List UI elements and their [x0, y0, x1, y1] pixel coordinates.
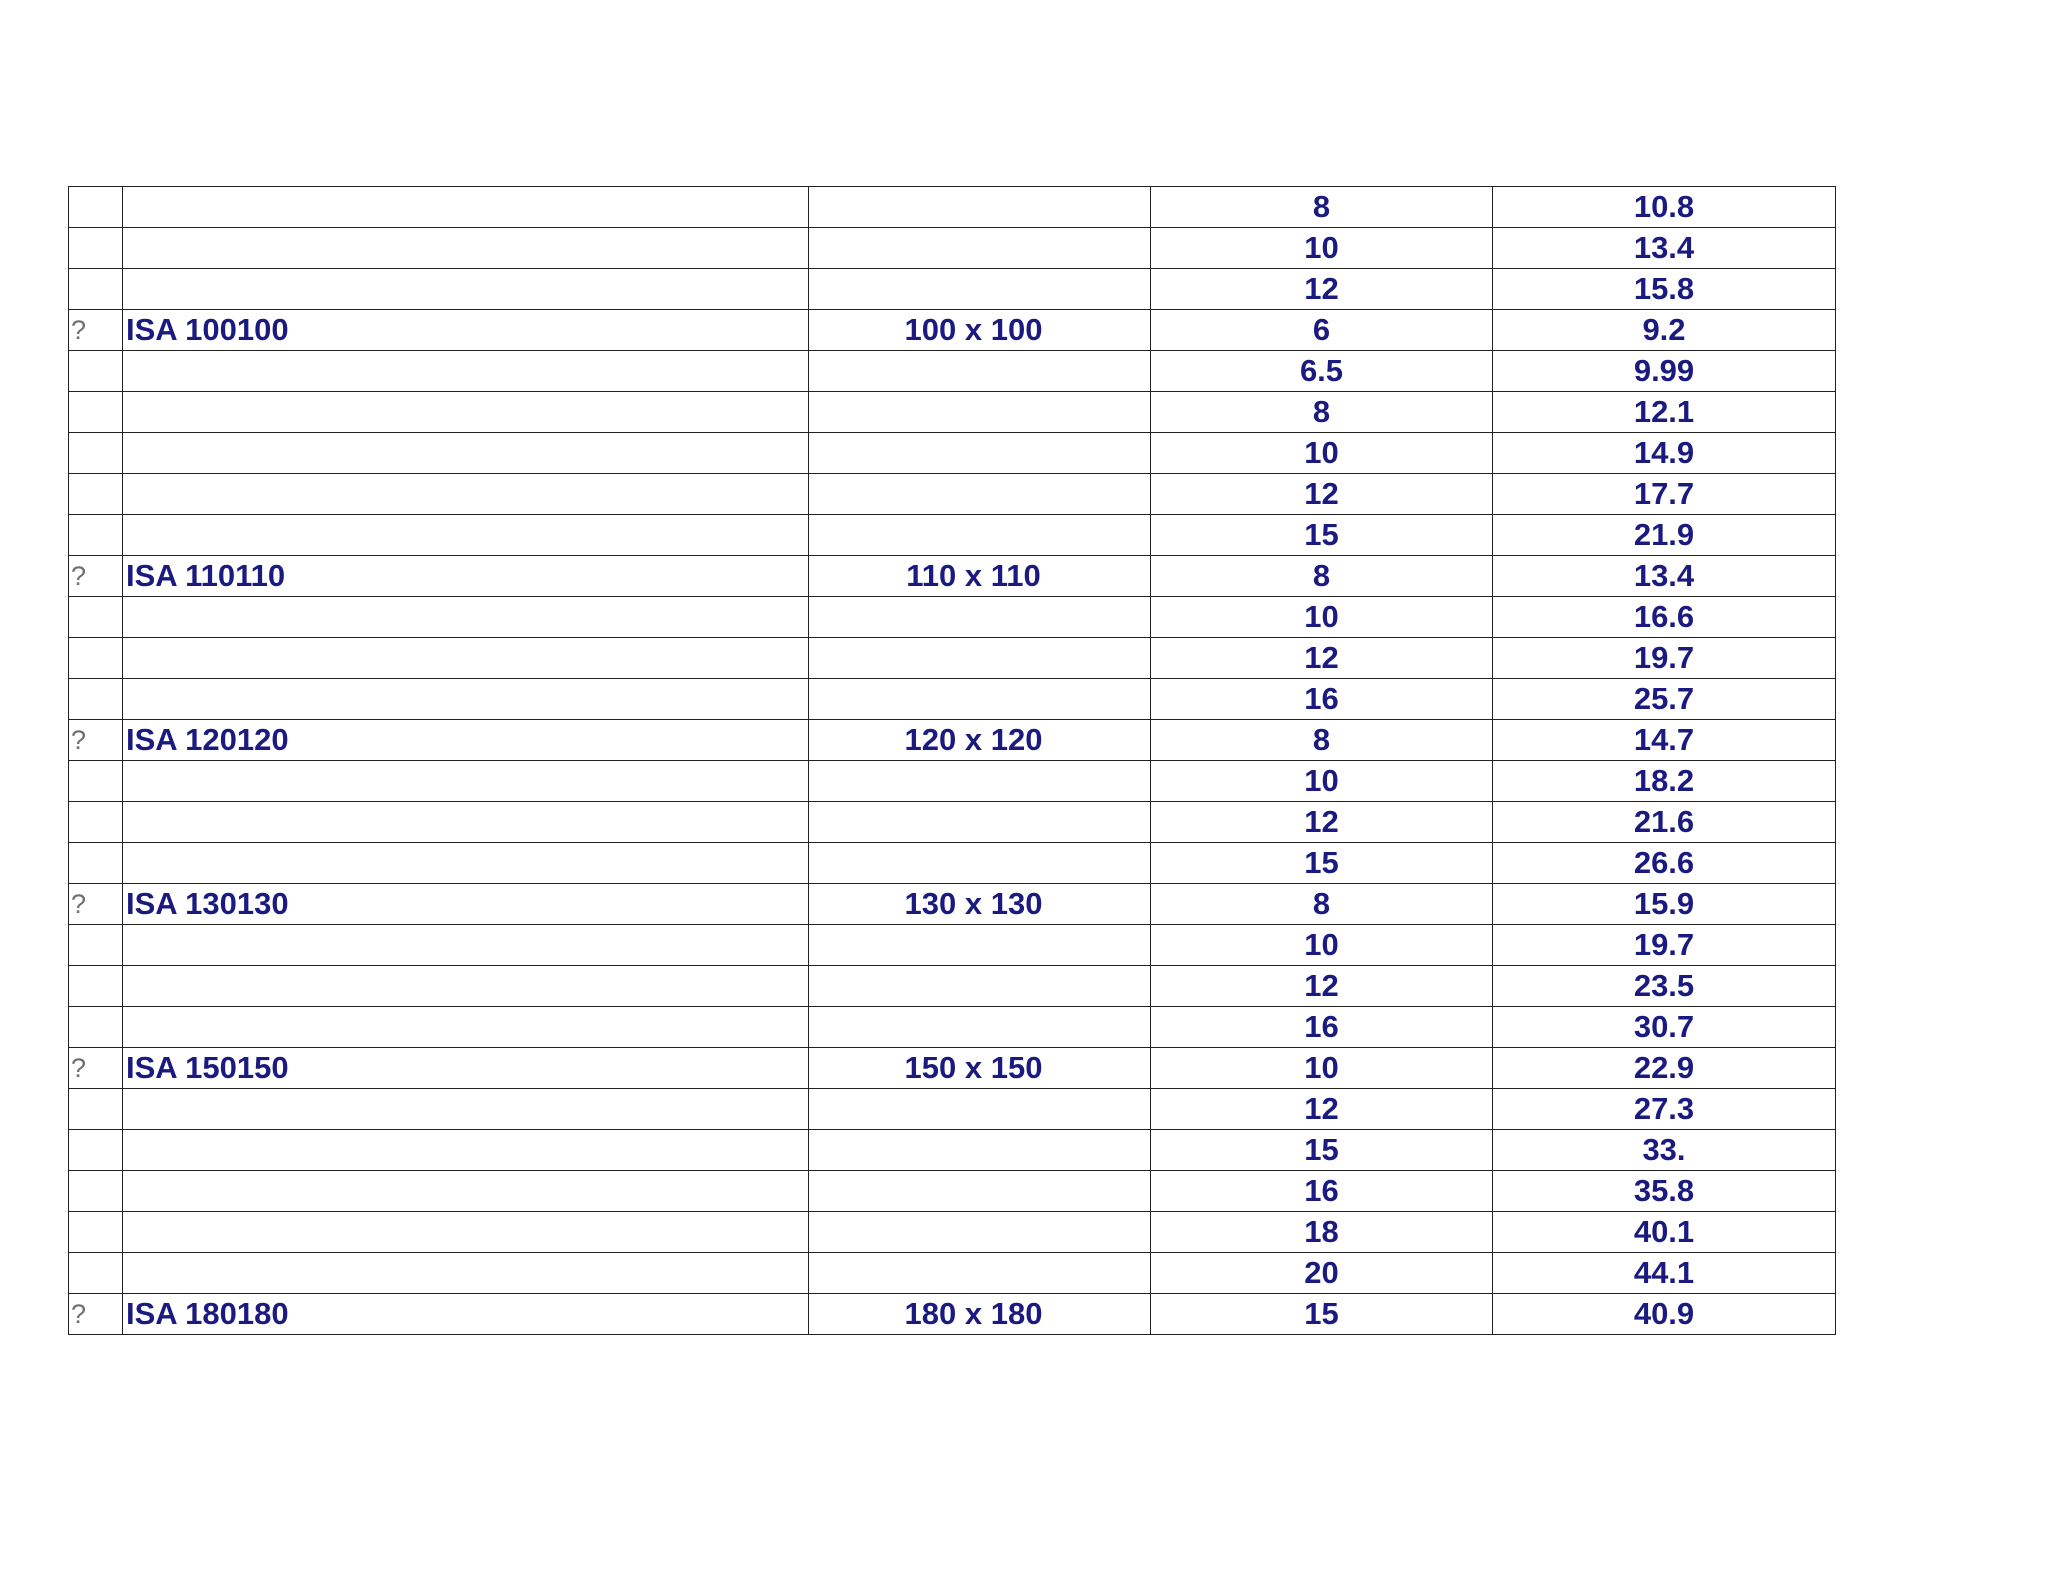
section-size-cell — [809, 1089, 1151, 1130]
unknown-glyph-marker — [69, 1130, 123, 1171]
weight-cell: 15.9 — [1493, 884, 1836, 925]
table-row — [69, 351, 1836, 392]
weight-cell: 9.99 — [1493, 351, 1836, 392]
section-size-cell — [809, 474, 1151, 515]
thickness-cell: 6 — [1151, 310, 1493, 351]
weight-cell: 19.7 — [1493, 925, 1836, 966]
unknown-glyph-marker — [69, 1089, 123, 1130]
section-designation-cell — [123, 1171, 809, 1212]
section-designation-cell — [123, 187, 809, 228]
weight-cell: 27.3 — [1493, 1089, 1836, 1130]
thickness-cell: 10 — [1151, 433, 1493, 474]
weight-cell: 21.6 — [1493, 802, 1836, 843]
thickness-cell: 15 — [1151, 515, 1493, 556]
section-designation-cell — [123, 925, 809, 966]
thickness-cell: 6.5 — [1151, 351, 1493, 392]
thickness-cell: 10 — [1151, 925, 1493, 966]
section-size-cell — [809, 269, 1151, 310]
unknown-glyph-marker — [69, 843, 123, 884]
weight-cell: 19.7 — [1493, 638, 1836, 679]
thickness-cell: 12 — [1151, 1089, 1493, 1130]
table-row — [69, 556, 1836, 597]
table-row — [69, 884, 1836, 925]
weight-cell: 22.9 — [1493, 1048, 1836, 1089]
section-designation-cell: ISA 130130 — [123, 884, 809, 925]
table-row — [69, 187, 1836, 228]
weight-cell: 26.6 — [1493, 843, 1836, 884]
thickness-cell: 10 — [1151, 228, 1493, 269]
thickness-cell: 12 — [1151, 474, 1493, 515]
table-row — [69, 1212, 1836, 1253]
section-size-cell — [809, 925, 1151, 966]
weight-cell: 17.7 — [1493, 474, 1836, 515]
unknown-glyph-marker — [69, 597, 123, 638]
table-row — [69, 392, 1836, 433]
unknown-glyph-marker — [69, 761, 123, 802]
section-designation-cell: ISA 110110 — [123, 556, 809, 597]
thickness-cell: 12 — [1151, 802, 1493, 843]
unknown-glyph-marker — [69, 802, 123, 843]
thickness-cell: 18 — [1151, 1212, 1493, 1253]
thickness-cell: 15 — [1151, 843, 1493, 884]
section-designation-cell: ISA 100100 — [123, 310, 809, 351]
section-size-cell — [809, 597, 1151, 638]
thickness-cell: 8 — [1151, 187, 1493, 228]
unknown-glyph-marker — [69, 1253, 123, 1294]
section-size-cell: 110 x 110 — [809, 556, 1151, 597]
thickness-cell: 10 — [1151, 597, 1493, 638]
table-row — [69, 1171, 1836, 1212]
table-row — [69, 679, 1836, 720]
section-size-cell — [809, 1171, 1151, 1212]
unknown-glyph-marker — [69, 228, 123, 269]
weight-cell: 9.2 — [1493, 310, 1836, 351]
table-row — [69, 1253, 1836, 1294]
table-row — [69, 1294, 1836, 1335]
table-row — [69, 720, 1836, 761]
section-size-cell — [809, 392, 1151, 433]
section-designation-cell — [123, 1253, 809, 1294]
angle-section-table — [68, 186, 1836, 1335]
table-row — [69, 597, 1836, 638]
section-designation-cell — [123, 966, 809, 1007]
weight-cell: 25.7 — [1493, 679, 1836, 720]
section-size-cell — [809, 1007, 1151, 1048]
section-size-cell — [809, 228, 1151, 269]
weight-cell: 10.8 — [1493, 187, 1836, 228]
section-size-cell — [809, 515, 1151, 556]
section-designation-cell — [123, 1212, 809, 1253]
weight-cell: 13.4 — [1493, 228, 1836, 269]
thickness-cell: 8 — [1151, 720, 1493, 761]
unknown-glyph-marker — [69, 638, 123, 679]
table-row — [69, 310, 1836, 351]
weight-cell: 18.2 — [1493, 761, 1836, 802]
unknown-glyph-marker — [69, 351, 123, 392]
section-designation-cell — [123, 228, 809, 269]
weight-cell: 30.7 — [1493, 1007, 1836, 1048]
table-row — [69, 433, 1836, 474]
thickness-cell: 10 — [1151, 761, 1493, 802]
section-designation-cell — [123, 1007, 809, 1048]
table-row — [69, 1130, 1836, 1171]
unknown-glyph-marker — [69, 679, 123, 720]
weight-cell: 40.9 — [1493, 1294, 1836, 1335]
section-designation-cell — [123, 392, 809, 433]
section-designation-cell — [123, 474, 809, 515]
weight-cell: 44.1 — [1493, 1253, 1836, 1294]
section-size-cell — [809, 966, 1151, 1007]
thickness-cell: 15 — [1151, 1294, 1493, 1335]
unknown-glyph-marker: ? — [69, 720, 123, 761]
section-size-cell — [809, 433, 1151, 474]
weight-cell: 15.8 — [1493, 269, 1836, 310]
weight-cell: 35.8 — [1493, 1171, 1836, 1212]
section-size-cell — [809, 187, 1151, 228]
weight-cell: 21.9 — [1493, 515, 1836, 556]
table-row — [69, 802, 1836, 843]
unknown-glyph-marker: ? — [69, 1294, 123, 1335]
section-designation-cell — [123, 433, 809, 474]
section-size-cell — [809, 843, 1151, 884]
section-designation-cell — [123, 515, 809, 556]
section-size-cell — [809, 1212, 1151, 1253]
section-designation-cell: ISA 150150 — [123, 1048, 809, 1089]
thickness-cell: 15 — [1151, 1130, 1493, 1171]
section-size-cell: 120 x 120 — [809, 720, 1151, 761]
unknown-glyph-marker — [69, 1007, 123, 1048]
section-designation-cell — [123, 761, 809, 802]
thickness-cell: 20 — [1151, 1253, 1493, 1294]
unknown-glyph-marker — [69, 392, 123, 433]
section-size-cell — [809, 679, 1151, 720]
section-size-cell — [809, 802, 1151, 843]
thickness-cell: 8 — [1151, 392, 1493, 433]
thickness-cell: 16 — [1151, 1007, 1493, 1048]
table-row — [69, 761, 1836, 802]
table-row — [69, 515, 1836, 556]
table-row — [69, 638, 1836, 679]
section-designation-cell — [123, 679, 809, 720]
section-designation-cell — [123, 597, 809, 638]
unknown-glyph-marker — [69, 1171, 123, 1212]
unknown-glyph-marker — [69, 433, 123, 474]
table-row — [69, 843, 1836, 884]
unknown-glyph-marker — [69, 1212, 123, 1253]
section-designation-cell: ISA 120120 — [123, 720, 809, 761]
table-row — [69, 269, 1836, 310]
section-designation-cell — [123, 351, 809, 392]
weight-cell: 33. — [1493, 1130, 1836, 1171]
unknown-glyph-marker — [69, 474, 123, 515]
section-size-cell: 100 x 100 — [809, 310, 1151, 351]
unknown-glyph-marker — [69, 966, 123, 1007]
thickness-cell: 16 — [1151, 1171, 1493, 1212]
section-size-cell: 130 x 130 — [809, 884, 1151, 925]
unknown-glyph-marker: ? — [69, 556, 123, 597]
section-size-cell: 180 x 180 — [809, 1294, 1151, 1335]
weight-cell: 14.9 — [1493, 433, 1836, 474]
unknown-glyph-marker — [69, 269, 123, 310]
weight-cell: 23.5 — [1493, 966, 1836, 1007]
unknown-glyph-marker — [69, 515, 123, 556]
section-designation-cell — [123, 1130, 809, 1171]
unknown-glyph-marker — [69, 187, 123, 228]
unknown-glyph-marker: ? — [69, 1048, 123, 1089]
thickness-cell: 8 — [1151, 884, 1493, 925]
weight-cell: 16.6 — [1493, 597, 1836, 638]
thickness-cell: 8 — [1151, 556, 1493, 597]
section-size-cell — [809, 351, 1151, 392]
section-size-cell: 150 x 150 — [809, 1048, 1151, 1089]
section-size-cell — [809, 1130, 1151, 1171]
unknown-glyph-marker: ? — [69, 310, 123, 351]
table-row — [69, 1007, 1836, 1048]
section-designation-cell — [123, 802, 809, 843]
thickness-cell: 16 — [1151, 679, 1493, 720]
section-designation-cell — [123, 638, 809, 679]
section-designation-cell — [123, 269, 809, 310]
weight-cell: 12.1 — [1493, 392, 1836, 433]
thickness-cell: 12 — [1151, 638, 1493, 679]
unknown-glyph-marker — [69, 925, 123, 966]
table-row — [69, 1048, 1836, 1089]
table-body — [69, 187, 1836, 1335]
section-designation-cell: ISA 180180 — [123, 1294, 809, 1335]
thickness-cell: 12 — [1151, 269, 1493, 310]
table-row — [69, 966, 1836, 1007]
unknown-glyph-marker: ? — [69, 884, 123, 925]
section-designation-cell — [123, 843, 809, 884]
weight-cell: 40.1 — [1493, 1212, 1836, 1253]
table-row — [69, 925, 1836, 966]
thickness-cell: 10 — [1151, 1048, 1493, 1089]
section-size-cell — [809, 761, 1151, 802]
table-row — [69, 474, 1836, 515]
weight-cell: 14.7 — [1493, 720, 1836, 761]
section-size-cell — [809, 638, 1151, 679]
table-row — [69, 228, 1836, 269]
weight-cell: 13.4 — [1493, 556, 1836, 597]
thickness-cell: 12 — [1151, 966, 1493, 1007]
section-designation-cell — [123, 1089, 809, 1130]
table-row — [69, 1089, 1836, 1130]
section-size-cell — [809, 1253, 1151, 1294]
